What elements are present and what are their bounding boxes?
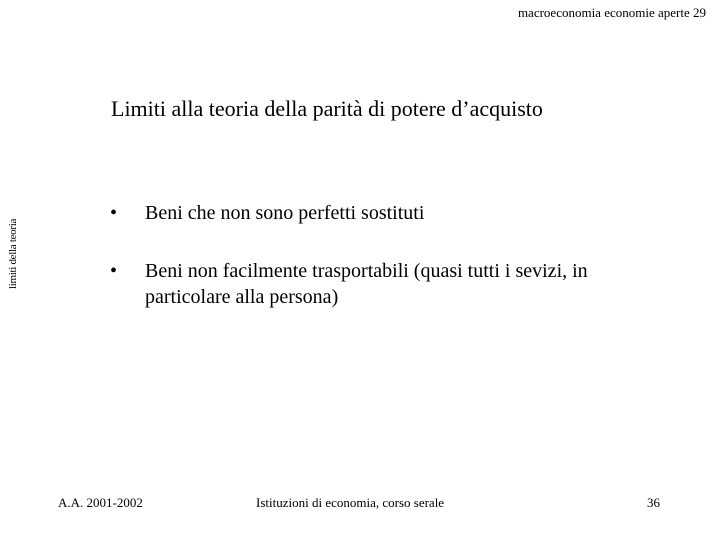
bullet-item	[110, 258, 650, 310]
bullet-text: Beni che non sono perfetti sostituti	[145, 202, 425, 224]
header-running-title: macroeconomia economie aperte 29	[517, 5, 706, 20]
footer-academic-year: A.A. 2001-2002	[58, 495, 143, 510]
footer-page-number: 36	[647, 495, 660, 510]
slide-title: Limiti alla teoria della parità di potere d’acquisto	[111, 96, 543, 121]
bullet-text: Beni non facilmente trasportabili (quasi tutti i sevizi, in particolare alla persona)	[145, 260, 588, 308]
bullet-item	[110, 200, 650, 226]
footer-course-name: Istituzioni di economia, corso serale	[256, 495, 445, 510]
bullet-list	[110, 200, 650, 342]
side-section-label: limiti della teoria	[7, 218, 19, 289]
bullet-mark: •	[110, 202, 118, 224]
bullet-mark: •	[110, 260, 118, 282]
